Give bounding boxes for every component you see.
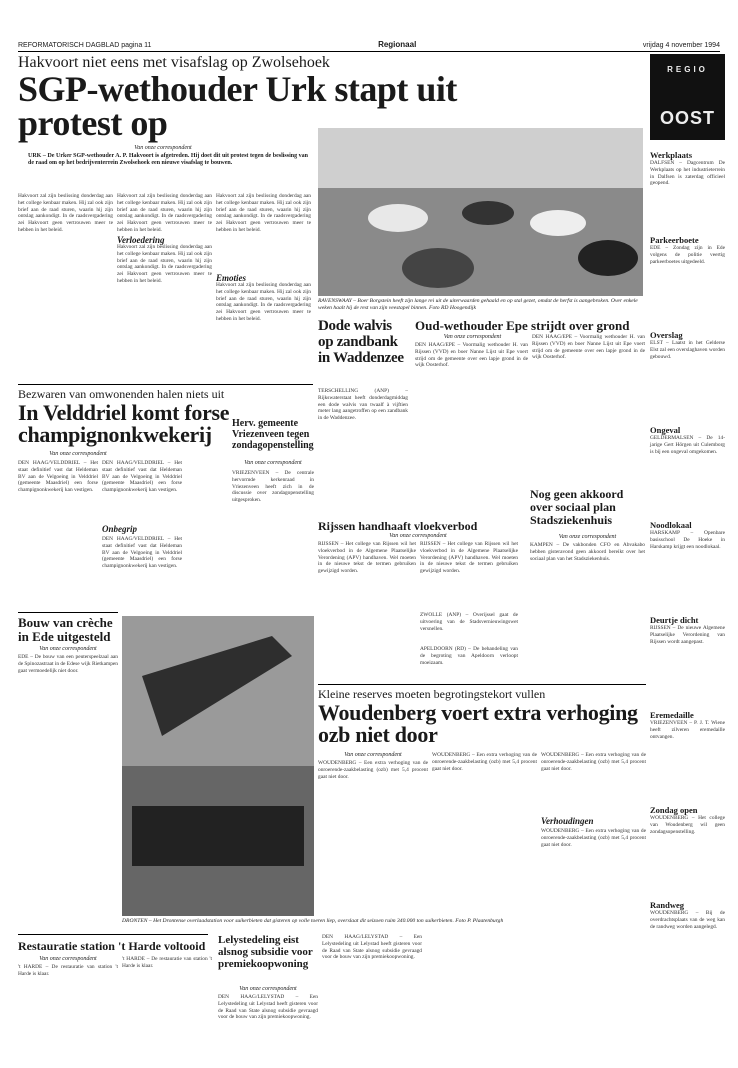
divider: [18, 934, 208, 935]
page-header: [18, 38, 720, 52]
divider: [18, 384, 313, 385]
lelystad-body-col2: DEN HAAG/LELYSTAD – Een Lelystedeling uit Lelystad heeft gisteren voor de Raad van State alsnog subsidie gevraagd voor de bouw van zijn premiekoopwoning.: [322, 934, 422, 961]
zwolle-body: ZWOLLE (ANP) – Overijssel gaat de uitvoering van de Stadsvernieuwingswet versnellen.: [420, 612, 518, 632]
sidebar-item-heading: Ongeval: [650, 425, 681, 435]
rijssen-headline: Rijssen handhaaft vloekverbod: [318, 519, 478, 533]
sidebar-item-heading: Eremedaille: [650, 710, 694, 720]
sidebar-item-text: DALFSEN – Dagcentrum De Werkplaats op het industrieterrein in Dalfsen is zaterdag officieel geopend.: [650, 160, 725, 187]
divider: [18, 612, 118, 613]
hospital-byline: Van onze correspondent: [558, 534, 617, 540]
caption-text: RAVENSWAAY – Boer Borgstein heeft zijn lange rei uit de uiterwaarden gehaald en op stal gezet, omdat de herfst is aangebroken. Over enkele weken haalt hij de rest van zijn veestapel binnen.: [318, 298, 638, 311]
sidebar-item-heading: Noodlokaal: [650, 520, 692, 530]
lead-lede: URK – De Urker SGP-wethouder A. P. Hakvoort is afgetreden. Hij doet dit uit protest tegen de beslissing van de raad om op het bedrijventerrein Zwolsehoek een nieuwe visafslag te bouwen.: [28, 153, 308, 167]
herv-body: VRIEZENVEEN – De centrale hervormde kerkenraad in Vriezenveen heeft zich in de discussie over zondagopenstelling uitgesproken.: [232, 470, 314, 504]
lead-subhead-emoties: Emoties: [216, 273, 247, 283]
apeldoorn-body: APELDOORN (RD) – De behandeling van de begroting van Apeldoorn verloopt moeizaam.: [420, 646, 518, 666]
woudenberg-body-col2: WOUDENBERG – Een extra verhoging van de onroerende-zaakbelasting (ozb) met 5,4 procent gaat niet door.: [432, 752, 537, 772]
caption-credit: Foto RD Hoogendijk: [429, 304, 476, 311]
creche-body: EDE – De bouw van een peuterspeelzaal aan de Spinozastraat in de Edese wijk Rietkampen gaat vermoedelijk niet door.: [18, 654, 118, 674]
creche-headline: Bouw van crèche in Ede uitgesteld: [18, 615, 113, 644]
cattle-photo: [318, 128, 643, 296]
lead-body-col3: Hakvoort zal zijn beslissing donderdag aan het college kenbaar maken. Hij zal ook zijn brief aan de raad sturen, waarin hij zijn ontslag aankondigt. In de raadsvergadering zei Hakvoort geen vertrouwen meer te hebben in het beleid.: [216, 193, 311, 233]
lead-body-col1: Hakvoort zal zijn beslissing donderdag aan het college kenbaar maken. Hij zal ook zijn brief aan de raad sturen, waarin hij zijn ontslag aankondigt. In de raadsvergadering zei Hakvoort geen vertrouwen meer te hebben in het beleid.: [18, 193, 113, 233]
woudenberg-body-col1: WOUDENBERG – Een extra verhoging van de onroerende-zaakbelasting (ozb) met 5,4 procent gaat niet door.: [318, 760, 428, 780]
woudenberg-body-col3: WOUDENBERG – Een extra verhoging van de onroerende-zaakbelasting (ozb) met 5,4 procent gaat niet door.: [541, 752, 646, 772]
logo-bottom: OOST: [659, 108, 715, 128]
velddriel-body-col2b: DEN HAAG/VELDDRIEL – Het staat definitief vast dat Heldeman BV aan de Velgoeing in Velddriel (gemeente Maasdriel) een forse champignonkwekerij kan vestigen.: [102, 536, 182, 570]
sidebar-item-text: VRIEZENVEEN – P. J. T. Wiene heeft zilveren eremedaille ontvangen.: [650, 720, 725, 740]
herv-headline: Herv. gemeente Vriezenveen tegen zondagopenstelling: [232, 418, 314, 451]
station-body-col1: 't HARDE – De restauratie van station 't Harde is klaar.: [18, 964, 118, 977]
sugar-beet-illustration: [122, 616, 314, 916]
woudenberg-subhead: Verhoudingen: [541, 816, 594, 826]
rijssen-byline: Van onze correspondent: [389, 533, 447, 539]
sidebar-item-heading: Overslag: [650, 330, 683, 340]
lelystad-byline: Van onze correspondent: [239, 986, 297, 992]
caption-text: DRONTEN – Het Drontense overlaadstation voor suikerbieten dat gisteren op volle toeren liep, overslaat dit seizoen ruim 340.000 ton suikerbieten.: [122, 918, 454, 924]
velddriel-kicker: Bezwaren van omwonenden halen niets uit: [18, 387, 225, 401]
sidebar-item-heading: Werkplaats: [650, 150, 693, 160]
divider: [318, 684, 646, 685]
logo-top: REGIO: [667, 65, 708, 74]
epe-body-col1: DEN HAAG/EPE – Voormalig wethouder H. van Rijssen (VVD) en boer Nanne Lijst uit Epe voert strijd om de gemeente over een lapje grond in de wijk Oosterhof.: [415, 342, 528, 369]
sidebar-item-heading: Parkeerboete: [650, 235, 699, 245]
lead-byline: Van onze correspondent: [134, 145, 192, 151]
lelystad-headline: Lelystedeling eist alsnog subsidie voor premiekoopwoning: [218, 934, 313, 970]
sidebar-item-heading: Randweg: [650, 900, 685, 910]
sidebar-item-heading: Zondag open: [650, 805, 698, 815]
sidebar-item-heading: Deurtje dicht: [650, 615, 699, 625]
creche-byline: Van onze correspondent: [39, 646, 97, 652]
sidebar-item-text: WOUDENBERG – Het college van Woudenberg wil geen zondagsopenstelling.: [650, 815, 725, 835]
lead-body-col3b: Hakvoort zal zijn beslissing donderdag aan het college kenbaar maken. Hij zal ook zijn brief aan de raad sturen, waarin hij zijn ontslag aankondigt. In de raadsvergadering zei Hakvoort geen vertrouwen meer te hebben in het beleid.: [216, 282, 311, 322]
velddriel-headline: In Velddriel komt forse champignonkwekerij: [18, 400, 230, 447]
whale-headline: Dode walvis op zandbank in Waddenzee: [318, 318, 404, 366]
paper-name: REFORMATORISCH DAGBLAD pagina 11: [18, 42, 152, 49]
hospital-headline: Nog geen akkoord over sociaal plan Stadsziekenhuis: [530, 487, 624, 527]
lead-body-col2: Hakvoort zal zijn beslissing donderdag aan het college kenbaar maken. Hij zal ook zijn brief aan de raad sturen, waarin hij zijn ontslag aankondigt. In de raadsvergadering zei Hakvoort geen vertrouwen meer te hebben in het beleid.: [117, 193, 212, 233]
sidebar-item-text: EDE – Zondag zijn in Ede volgens de politie veertig parkeerboetes uitgedeeld.: [650, 245, 725, 265]
sidebar-item-text: WOUDENBERG – Bij de overdrachtsplaats van de weg kan de randweg worden aangelegd.: [650, 910, 725, 930]
section-name: Regionaal: [378, 40, 417, 49]
epe-byline: Van onze correspondent: [443, 334, 502, 340]
woudenberg-kicker: Kleine reserves moeten begrotingstekort vullen: [318, 687, 546, 701]
lead-body-col2b: Hakvoort zal zijn beslissing donderdag aan het college kenbaar maken. Hij zal ook zijn brief aan de raad sturen, waarin hij zijn ontslag aankondigt. In de raadsvergadering zei Hakvoort geen vertrouwen meer te hebben in het beleid.: [117, 244, 212, 284]
whale-body: TERSCHELLING (ANP) – Rijkswaterstaat heeft donderdagmiddag een dode walvis van twaalf à vijftien meter lang aangetroffen op een zandbank in de Waddenzee.: [318, 388, 408, 422]
woudenberg-byline: Van onze correspondent: [344, 752, 402, 758]
sidebar-item-text: HARSKAMP – Openbare basisschool De Hoeke in Harskamp krijgt een noodlokaal.: [650, 530, 725, 550]
lead-headline: SGP-wethouder Urk stapt uit protest op: [18, 69, 457, 143]
sugar-beet-caption: [122, 918, 522, 925]
velddriel-byline: Van onze correspondent: [49, 451, 107, 457]
velddriel-subhead: Onbegrip: [102, 524, 138, 534]
woudenberg-body-col3b: WOUDENBERG – Een extra verhoging van de onroerende-zaakbelasting (ozb) met 5,4 procent gaat niet door.: [541, 828, 646, 848]
edition-date: vrijdag 4 november 1994: [642, 42, 720, 49]
woudenberg-headline: Woudenberg voert extra verhoging ozb niet door: [318, 700, 638, 747]
hospital-body: KAMPEN – De vakbonden CFO en Abvakabo hebben gisteravond geen akkoord bereikt over het sociaal plan van het Stadsziekenhuis.: [530, 542, 645, 562]
velddriel-body-col1: DEN HAAG/VELDDRIEL – Het staat definitief vast dat Heldeman BV aan de Velgoeing in Velddriel (gemeente Maasdriel) een forse champignonkwekerij kan vestigen.: [18, 460, 98, 494]
lead-subhead-verloedering: Verloedering: [117, 235, 165, 245]
rijssen-body-col2: RIJSSEN – Het college van Rijssen wil het vloekverbod in de Algemene Plaatselijke Verordening (APV) handhaven. Wel moeten in de nieuwe tekst de termen gebruiken gewijzigd worden.: [420, 541, 518, 575]
caption-credit: Foto P. Plaatenburgh: [455, 918, 504, 924]
herv-byline: Van onze correspondent: [244, 460, 302, 466]
station-byline: Van onze correspondent: [39, 956, 97, 962]
regio-oost-logo: [650, 54, 725, 140]
lelystad-body: DEN HAAG/LELYSTAD – Een Lelystedeling uit Lelystad heeft gisteren voor de Raad van State alsnog subsidie gevraagd voor de bouw van zijn premiekoopwoning.: [218, 994, 318, 1021]
sidebar-item-text: ELST – Laatst in het Gelderse Elst zal een overslaghaven worden gebouwd.: [650, 340, 725, 360]
sidebar-item-text: RIJSSEN – De nieuwe Algemene Plaatselijke Verordening van Rijssen wordt aangepast.: [650, 625, 725, 645]
station-body-col2: 't HARDE – De restauratie van station 't Harde is klaar.: [122, 956, 212, 969]
cattle-illustration: [318, 128, 643, 296]
cattle-photo-caption: [318, 298, 643, 311]
rijssen-body-col1: RIJSSEN – Het college van Rijssen wil het vloekverbod in de Algemene Plaatselijke Verordening (APV) handhaven. Wel moeten in de nieuwe tekst de termen gebruiken gewijzigd worden.: [318, 541, 416, 575]
epe-body-col2: DEN HAAG/EPE – Voormalig wethouder H. van Rijssen (VVD) en boer Nanne Lijst uit Epe voert strijd om de gemeente over een lapje grond in de wijk Oosterhof.: [532, 334, 645, 361]
epe-headline: Oud-wethouder Epe strijdt over grond: [415, 318, 630, 333]
sugar-beet-photo: [122, 616, 314, 916]
sidebar-item-text: GELDERMALSEN – De 14-jarige Gert Hörgen uit Culemborg is bij een ongeval omgekomen.: [650, 435, 725, 455]
lead-kicker: Hakvoort niet eens met visafslag op Zwolsehoek: [18, 54, 330, 71]
velddriel-body-col2: DEN HAAG/VELDDRIEL – Het staat definitief vast dat Heldeman BV aan de Velgoeing in Velddriel (gemeente Maasdriel) een forse champignonkwekerij kan vestigen.: [102, 460, 182, 494]
station-headline: Restauratie station 't Harde voltooid: [18, 939, 206, 953]
news-sidebar: [650, 145, 725, 1057]
